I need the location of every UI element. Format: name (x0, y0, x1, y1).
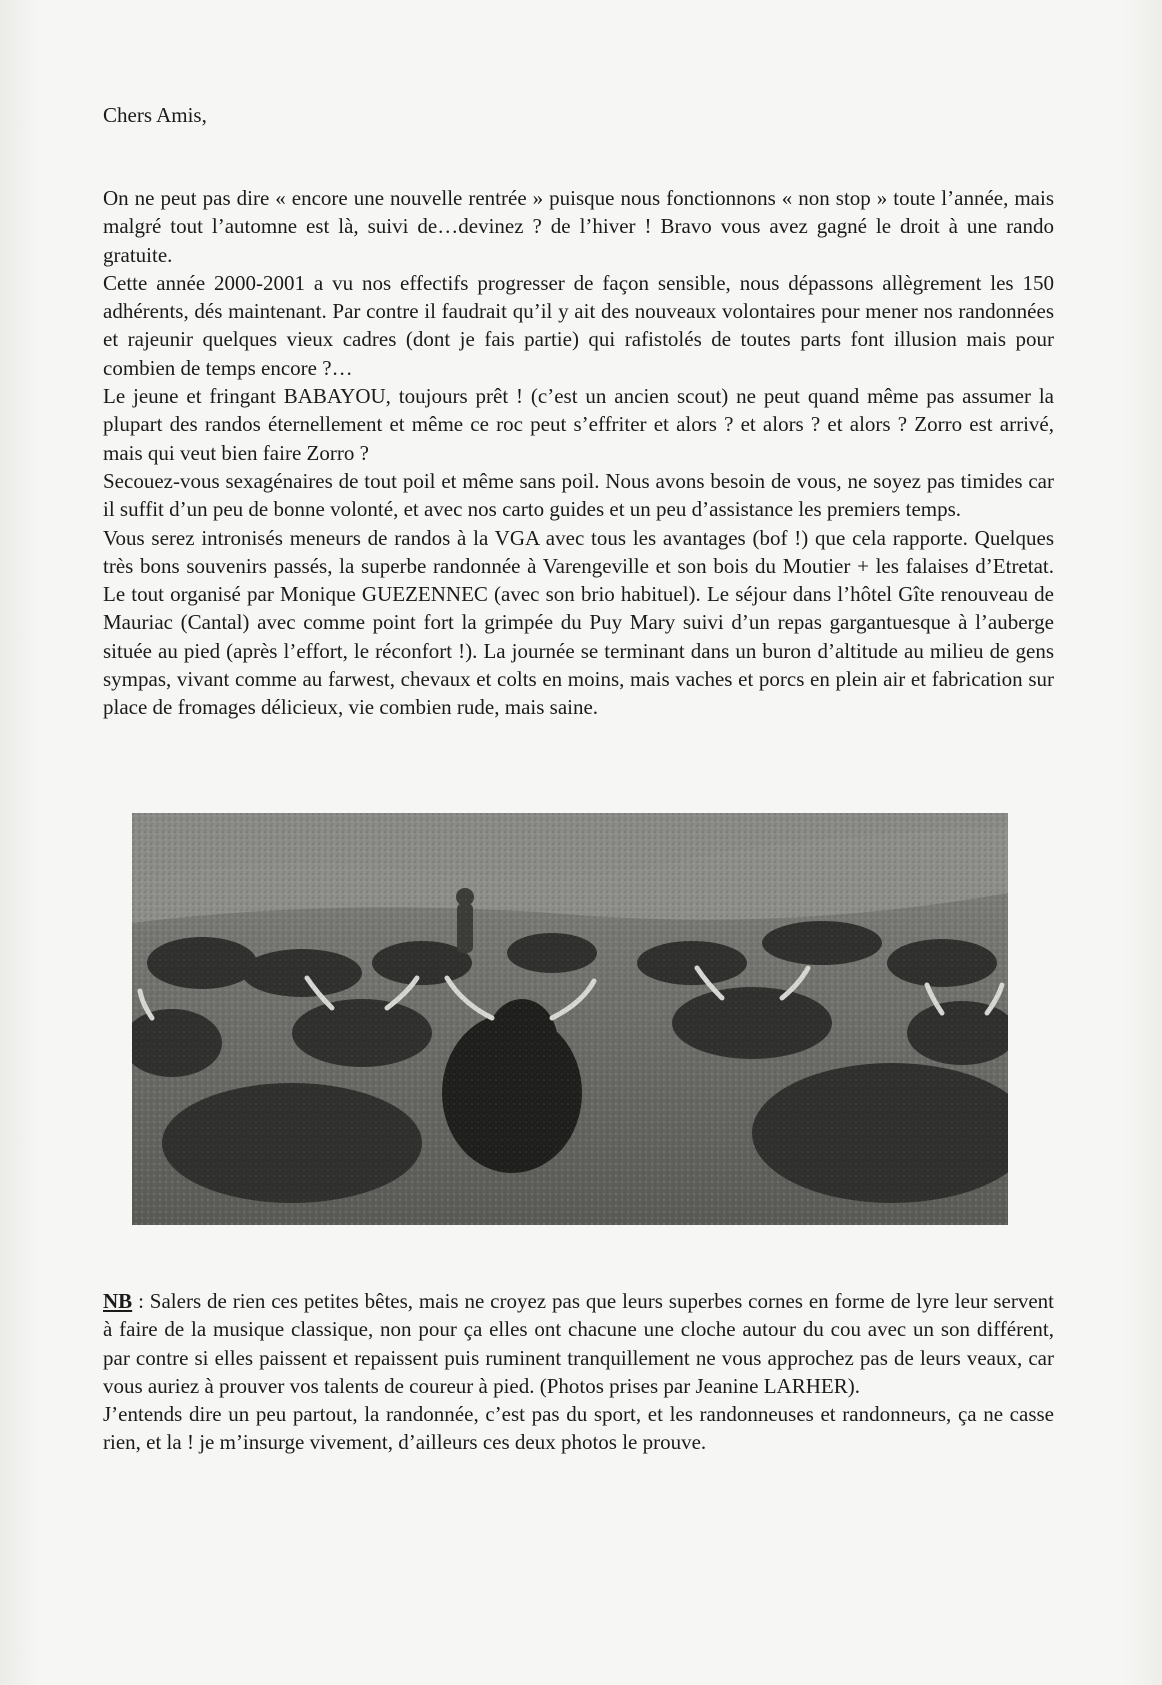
paragraph-memories: Vous serez intronisés meneurs de randos à la VGA avec tous les avantages (bof !) que cela rapporte. Quelques très bons souvenirs passés, la superbe randonnée à Varengeville et son bois du Moutier + les falaises d’Etretat. Le tout organisé par Monique GUEZENNEC (avec son brio habituel). Le séjour dans l’hôtel Gîte renouveau de Mauriac (Cantal) avec comme point fort la grimpée du Puy Mary suivi d’un repas gargantuesque à l’auberge située au pied (après l’effort, le réconfort !). La journée se terminant dans un buron d’altitude au milieu de gens sympas, vivant comme au farwest, chevaux et colts en moins, mais vaches et porcs en plein air et fabrication sur place de fromages délicieux, vie combien rude, mais saine. (103, 525, 1054, 720)
letter-greeting: Chers Amis, (103, 103, 207, 127)
cattle-photo (132, 813, 1008, 1225)
nb-text: : Salers de rien ces petites bêtes, mais ne croyez pas que leurs superbes cornes en forme de lyre leur servent à faire de la musique classique, non pour ça elles ont chacune une cloche autour du cou avec un son différent, par contre si elles paissent et repaissent puis ruminent tranquillement ne vous approchez pas de leurs veaux, car vous auriez à prouver vos talents de coureur à pied. (Photos prises par Jeanine LARHER). (103, 1289, 1054, 1398)
paragraph-call-to-action: Secouez-vous sexagénaires de tout poil et même sans poil. Nous avons besoin de vous, ne soyez pas timides car il suffit d’un peu de bonne volonté, et avec nos carto guides et un peu d’assistance les premiers temps. (103, 468, 1054, 522)
paragraph-babayou: Le jeune et fringant BABAYOU, toujours prêt ! (c’est un ancien scout) ne peut quand même pas assumer la plupart des randos éternellement et même ce roc peut s’effriter et alors ? et alors ? et alors ? Zorro est arrivé, mais qui veut bien faire Zorro ? (103, 384, 1054, 465)
paragraph-membership: Cette année 2000-2001 a vu nos effectifs progresser de façon sensible, nous dépassons allègrement les 150 adhérents, dés maintenant. Par contre il faudrait qu’il y ait des nouveaux volontaires pour mener nos randonnées et rajeunir quelques vieux cadres (dont je fais partie) qui rafistolés de toutes parts font illusion mais pour combien de temps encore ?… (103, 270, 1054, 380)
nb-section (103, 1287, 1054, 1457)
closing-paragraph: J’entends dire un peu partout, la randonnée, c’est pas du sport, et les randonneuses et randonneurs, ça ne casse rien, et la ! je m’insurge vivement, d’ailleurs ces deux photos le prouve. (103, 1402, 1054, 1455)
nb-paragraph (103, 1287, 1054, 1400)
nb-label: NB (103, 1289, 133, 1313)
letter-body (103, 184, 1054, 722)
paragraph-intro: On ne peut pas dire « encore une nouvelle rentrée » puisque nous fonctionnons « non stop » toute l’année, mais malgré tout l’automne est là, suivi de…devinez ? de l’hiver ! Bravo vous avez gagné le droit à une rando gratuite. (103, 186, 1054, 267)
